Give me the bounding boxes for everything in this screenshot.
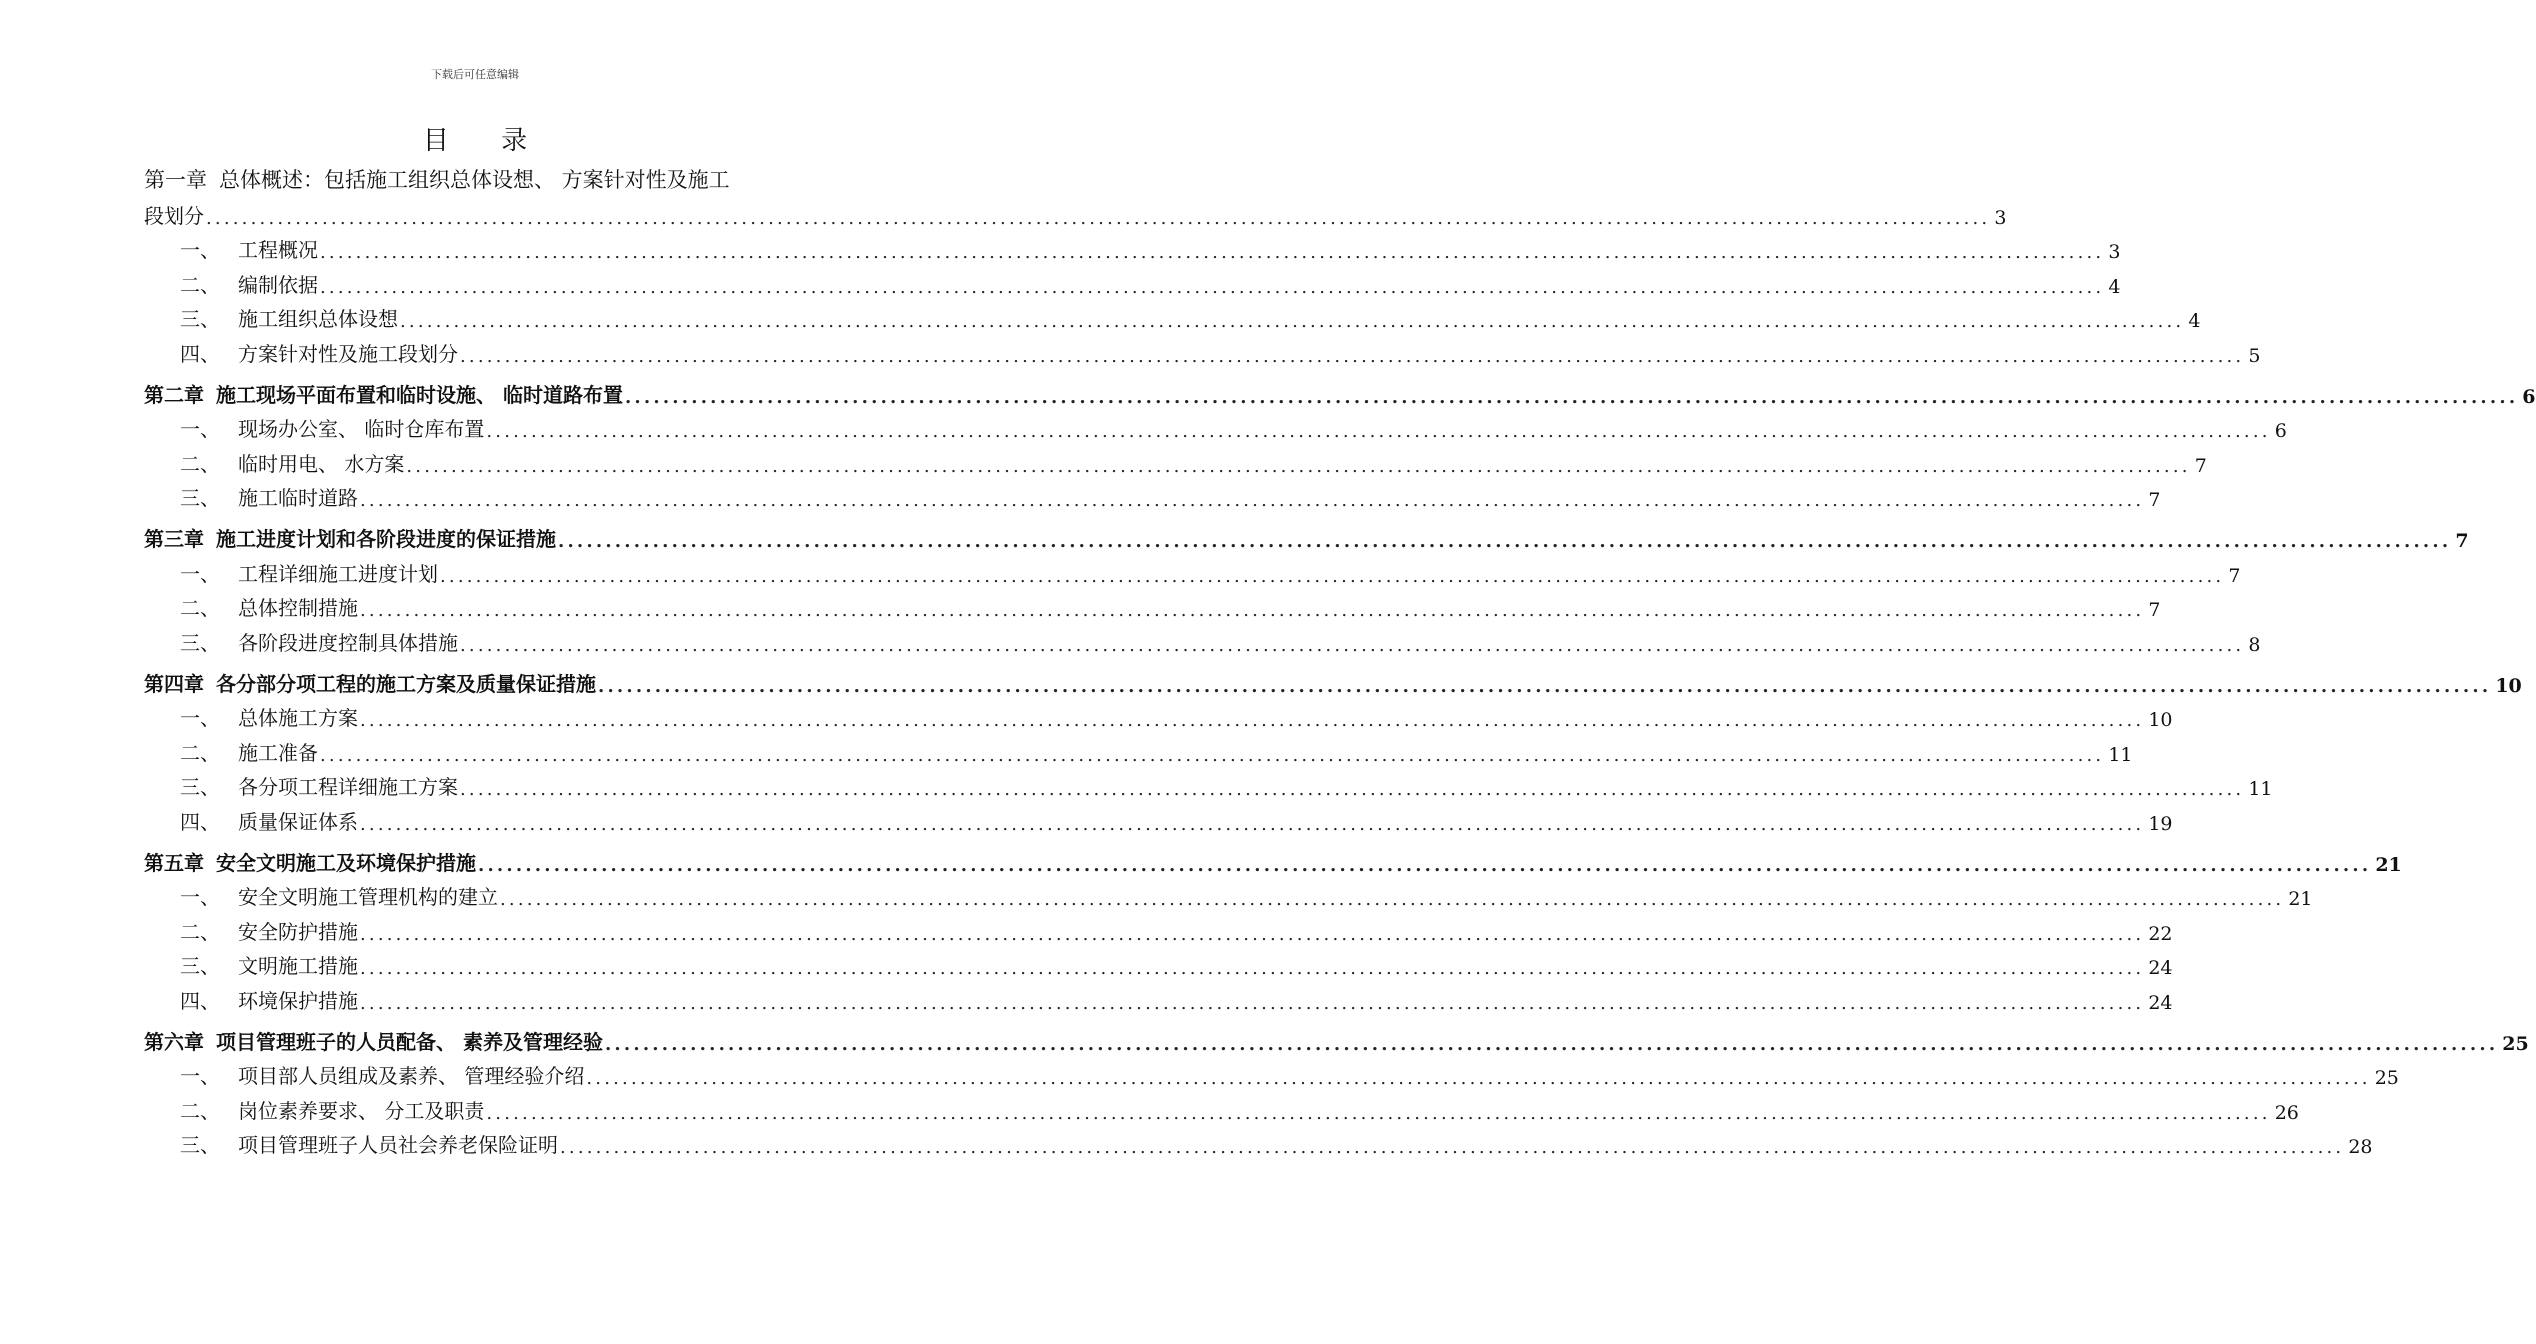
toc-page-number: 25 (2502, 1032, 2529, 1055)
toc-section-label (144, 950, 358, 979)
toc-leader-dots: ........................................................................................................................................................................................................ (440, 565, 2225, 587)
toc-section-text: 各分项工程详细施工方案 (238, 775, 458, 799)
toc-section-line[interactable] (144, 876, 2313, 911)
toc-section-number: 一、 (180, 238, 220, 262)
toc-section-text: 项目管理班子人员社会养老保险证明 (238, 1133, 558, 1157)
toc-section-number: 四、 (180, 988, 220, 1013)
toc-page-number: 21 (2288, 888, 2313, 910)
toc-page-number: 8 (2248, 633, 2261, 656)
toc-section-line[interactable] (144, 800, 2173, 835)
toc-chapter-line[interactable] (144, 367, 2536, 408)
toc-page-number: 4 (2108, 275, 2121, 298)
toc-section-number: 一、 (180, 706, 220, 730)
toc-section-number: 三、 (180, 630, 220, 655)
toc-leader-dots: ........................................................................................................................................................................................................ (360, 490, 2145, 511)
toc-section-label (144, 1095, 484, 1124)
toc-section-number: 三、 (180, 1133, 220, 1157)
toc-page-number: 6 (2274, 420, 2287, 442)
toc-section-label (144, 916, 358, 945)
toc-chapter-text: 施工现场平面布置和临时设施、 临时道路布置 (216, 382, 623, 407)
toc-section-number: 一、 (180, 1064, 220, 1088)
toc-page-number: 11 (2108, 743, 2133, 766)
toc-section-text: 总体控制措施 (238, 596, 358, 620)
toc-chapter-text: 施工进度计划和各阶段进度的保证措施 (216, 527, 556, 551)
toc-section-label (144, 269, 318, 298)
toc-section-line[interactable] (144, 442, 2207, 477)
toc-section-number: 四、 (180, 809, 220, 834)
toc-section-label (144, 482, 358, 511)
toc-chapter-line[interactable] (144, 1014, 2529, 1055)
toc-leader-dots: ........................................................................................................................................................................................................ (320, 744, 2105, 766)
toc-chapter-line-continued[interactable] (144, 194, 2007, 229)
toc-page-number: 10 (2148, 709, 2173, 731)
toc-section-line[interactable] (144, 945, 2173, 980)
toc-chapter-number: 第六章 (144, 1029, 204, 1054)
toc-chapter-line[interactable] (144, 656, 2522, 697)
toc-section-text: 施工准备 (238, 740, 318, 765)
toc-page-number: 24 (2148, 957, 2173, 979)
toc-section-label (144, 627, 458, 656)
toc-section-text: 方案针对性及施工段划分 (238, 341, 458, 366)
toc-section-text: 编制依据 (238, 272, 318, 297)
toc-section-number: 二、 (180, 596, 220, 620)
toc-leader-dots: ........................................................................................................................................................................................................ (478, 854, 2372, 876)
toc-section-label (144, 881, 498, 910)
toc-section-label (144, 234, 318, 263)
toc-section-text: 安全防护措施 (238, 919, 358, 944)
toc-page-number: 11 (2248, 778, 2273, 800)
toc-leader-dots: ........................................................................................................................................................................................................ (500, 889, 2285, 910)
toc-leader-dots: ........................................................................................................................................................................................................ (206, 207, 1991, 229)
toc-page-number: 7 (2228, 564, 2241, 587)
toc-section-number: 二、 (180, 451, 220, 476)
toc-section-line[interactable] (144, 477, 2161, 512)
toc-section-number: 三、 (180, 486, 220, 510)
toc-section-text: 总体施工方案 (238, 706, 358, 730)
toc-section-number: 二、 (180, 740, 220, 765)
toc-section-text: 质量保证体系 (238, 809, 358, 834)
toc-chapter-text: 总体概述：包括施工组织总体设想、 方案针对性及施工 (219, 168, 730, 192)
toc-page-number: 3 (1994, 206, 2007, 229)
toc-chapter-number: 第三章 (144, 527, 204, 551)
toc-chapter-label (144, 379, 623, 408)
toc-leader-dots: ........................................................................................................................................................................................................ (360, 710, 2145, 731)
toc-leader-dots: ........................................................................................................................................................................................................ (598, 675, 2492, 697)
toc-chapter-text-continued: 段划分 (144, 203, 204, 228)
toc-page-number: 7 (2194, 454, 2207, 477)
toc-page-number: 10 (2495, 674, 2522, 697)
toc-leader-dots: ........................................................................................................................................................................................................ (604, 1033, 2499, 1055)
toc-leader-dots: ........................................................................................................................................................................................................ (486, 1102, 2271, 1124)
toc-chapter-line[interactable] (144, 511, 2469, 552)
toc-leader-dots: ........................................................................................................................................................................................................ (360, 992, 2145, 1014)
toc-chapter-label (144, 1026, 603, 1055)
toc-leader-dots: ........................................................................................................................................................................................................ (320, 276, 2105, 298)
toc-leader-dots: ........................................................................................................................................................................................................ (360, 813, 2145, 835)
toc-section-line[interactable] (144, 552, 2241, 587)
toc-section-number: 二、 (180, 919, 220, 944)
toc-page-number: 19 (2148, 812, 2173, 835)
toc-chapter-number: 第五章 (144, 850, 204, 875)
toc-chapter-number: 第一章 (144, 168, 207, 192)
toc-section-line[interactable] (144, 229, 2121, 264)
toc-section-label (144, 806, 358, 835)
toc-page-number: 7 (2455, 530, 2469, 552)
toc-section-line[interactable] (144, 697, 2173, 732)
toc-chapter-line[interactable] (144, 162, 806, 194)
toc-section-line[interactable] (144, 587, 2161, 622)
toc-leader-dots: ........................................................................................................................................................................................................ (460, 345, 2245, 367)
toc-section-line[interactable] (144, 766, 2273, 801)
toc-chapter-text: 安全文明施工及环境保护措施 (216, 850, 476, 875)
table-of-contents (144, 162, 2536, 1158)
toc-section-number: 一、 (180, 885, 220, 909)
toc-chapter-number: 第二章 (144, 382, 204, 407)
page-header-note: 下载后可任意编辑 (431, 68, 519, 81)
toc-chapter-label (144, 668, 596, 697)
toc-page-number: 24 (2148, 991, 2173, 1014)
toc-leader-dots: ........................................................................................................................................................................................................ (586, 1068, 2371, 1089)
toc-section-text: 安全文明施工管理机构的建立 (238, 885, 498, 909)
toc-section-label (144, 303, 398, 332)
toc-section-line[interactable] (144, 621, 2261, 656)
toc-section-line[interactable] (144, 979, 2173, 1014)
toc-page-number: 22 (2148, 922, 2173, 945)
toc-section-text: 工程详细施工进度计划 (238, 561, 438, 586)
toc-leader-dots: ........................................................................................................................................................................................................ (460, 634, 2245, 656)
toc-section-text: 临时用电、 水方案 (238, 451, 405, 476)
toc-section-label (144, 1060, 584, 1089)
toc-section-text: 各阶段进度控制具体措施 (238, 630, 458, 655)
toc-section-line[interactable] (144, 263, 2121, 298)
toc-section-text: 项目部人员组成及素养、 管理经验介绍 (238, 1064, 585, 1088)
toc-section-line[interactable] (144, 731, 2133, 766)
toc-page-number: 25 (2374, 1067, 2399, 1089)
toc-page-number: 7 (2148, 489, 2161, 511)
toc-section-number: 一、 (180, 561, 220, 586)
toc-section-label (144, 558, 438, 587)
toc-section-number: 三、 (180, 954, 220, 978)
toc-section-number: 二、 (180, 1098, 220, 1123)
toc-section-label (144, 737, 318, 766)
toc-section-label (144, 448, 404, 477)
toc-chapter-label (144, 847, 476, 876)
toc-section-number: 四、 (180, 341, 220, 366)
toc-title: 目 录 (422, 126, 550, 156)
toc-section-number: 三、 (180, 775, 220, 799)
toc-section-line[interactable] (144, 298, 2201, 333)
toc-chapter-number: 第四章 (144, 671, 204, 696)
toc-section-text: 现场办公室、 临时仓库布置 (238, 417, 485, 441)
toc-page-number: 5 (2248, 344, 2261, 367)
toc-leader-dots: ........................................................................................................................................................................................................ (360, 923, 2145, 945)
toc-section-text: 施工临时道路 (238, 486, 358, 510)
toc-section-line[interactable] (144, 1055, 2399, 1090)
toc-section-text: 施工组织总体设想 (238, 307, 398, 331)
toc-section-line[interactable] (144, 910, 2173, 945)
toc-section-label (144, 413, 484, 442)
toc-chapter-text: 各分部分项工程的施工方案及质量保证措施 (216, 671, 596, 696)
toc-page-number: 26 (2274, 1101, 2299, 1124)
toc-leader-dots: ........................................................................................................................................................................................................ (624, 386, 2519, 408)
toc-chapter-line[interactable] (144, 835, 2402, 876)
toc-section-label (144, 592, 358, 621)
toc-section-line[interactable] (144, 1089, 2299, 1124)
toc-leader-dots: ........................................................................................................................................................................................................ (360, 600, 2145, 621)
toc-chapter-label (144, 523, 556, 552)
toc-leader-dots: ........................................................................................................................................................................................................ (320, 242, 2105, 263)
toc-page-number: 3 (2108, 241, 2121, 263)
toc-section-line[interactable] (144, 408, 2287, 443)
toc-page-number: 7 (2148, 599, 2161, 621)
toc-section-text: 工程概况 (238, 238, 318, 262)
toc-section-line[interactable] (144, 1124, 2373, 1159)
toc-section-text: 文明施工措施 (238, 954, 358, 978)
toc-section-text: 环境保护措施 (238, 988, 358, 1013)
toc-section-number: 三、 (180, 307, 220, 331)
toc-section-label (144, 1129, 558, 1158)
toc-leader-dots: ........................................................................................................................................................................................................ (406, 455, 2191, 477)
toc-section-number: 二、 (180, 272, 220, 297)
toc-leader-dots: ........................................................................................................................................................................................................ (558, 531, 2452, 552)
toc-chapter-text: 项目管理班子的人员配备、 素养及管理经验 (216, 1029, 603, 1054)
toc-section-label (144, 338, 458, 367)
toc-section-label (144, 702, 358, 731)
toc-chapter-label (144, 164, 730, 194)
toc-page-number: 4 (2188, 310, 2201, 332)
toc-page-number: 21 (2375, 853, 2402, 876)
toc-section-line[interactable] (144, 332, 2261, 367)
toc-page-number: 6 (2522, 385, 2536, 408)
toc-section-text: 岗位素养要求、 分工及职责 (238, 1098, 485, 1123)
toc-leader-dots: ........................................................................................................................................................................................................ (400, 311, 2185, 332)
toc-section-number: 一、 (180, 417, 220, 441)
toc-leader-dots: ........................................................................................................................................................................................................ (360, 958, 2145, 979)
toc-page-number: 28 (2348, 1136, 2373, 1158)
toc-section-label (144, 985, 358, 1014)
toc-section-label (144, 771, 458, 800)
toc-leader-dots: ........................................................................................................................................................................................................ (486, 421, 2271, 442)
toc-leader-dots: ........................................................................................................................................................................................................ (460, 779, 2245, 800)
toc-leader-dots: ........................................................................................................................................................................................................ (560, 1137, 2345, 1158)
